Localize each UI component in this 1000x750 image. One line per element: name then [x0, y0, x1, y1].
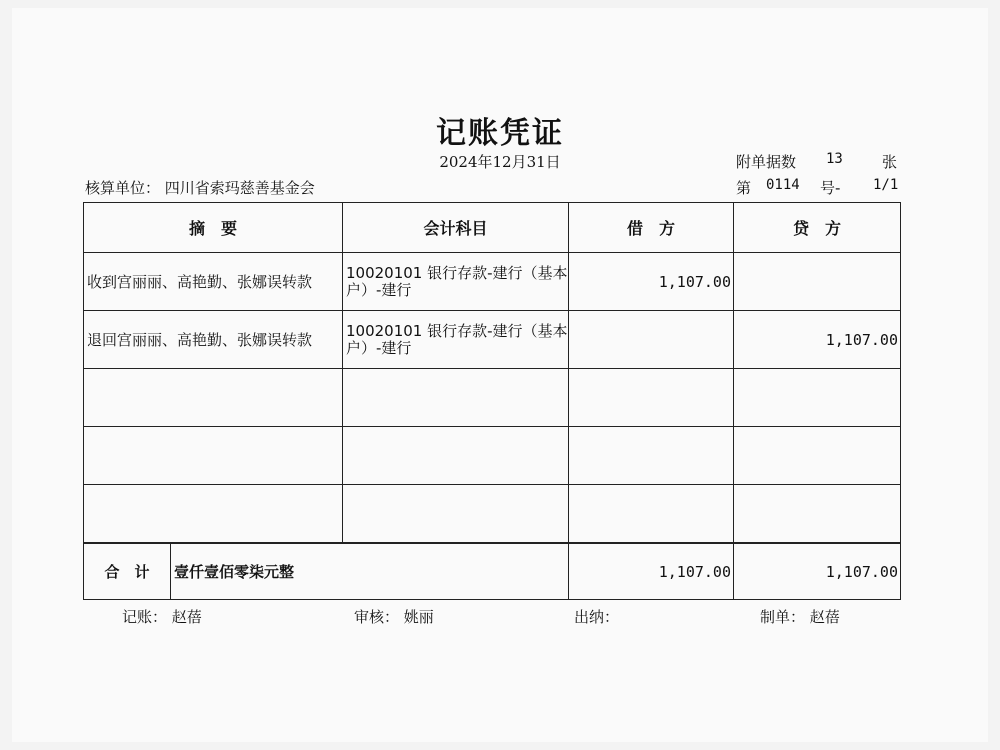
- reviewer-signature: [354, 606, 434, 627]
- voucher-number: 0114: [766, 177, 800, 193]
- reviewer-label: 审核：: [354, 608, 400, 626]
- attach-count: 13: [826, 151, 843, 167]
- bookkeeper-name: 赵蓓: [171, 608, 202, 626]
- total-credit: 1,107.00: [734, 543, 901, 600]
- row-credit: [734, 427, 901, 485]
- row-debit: 1,107.00: [569, 253, 734, 311]
- row-summary: 收到宫丽丽、高艳勤、张娜误转款: [84, 253, 343, 311]
- row-summary: [84, 427, 343, 485]
- row-debit: [569, 311, 734, 369]
- cashier-label: 出纳：: [574, 608, 620, 626]
- cashier-signature: [574, 606, 619, 627]
- row-summary: [84, 485, 343, 544]
- header-account: 会计科目: [343, 203, 569, 253]
- row-credit: 1,107.00: [734, 311, 901, 369]
- row-debit: [569, 427, 734, 485]
- row-credit: [734, 485, 901, 544]
- total-amount-words: 壹仟壹佰零柒元整: [174, 563, 295, 581]
- unit-label: 核算单位：: [85, 179, 161, 197]
- row-summary: 退回宫丽丽、高艳勤、张娜误转款: [84, 311, 343, 369]
- header-debit: 借 方: [569, 203, 734, 253]
- voucher-date: 2024年12月31日: [439, 153, 561, 171]
- table-row: [84, 427, 901, 485]
- row-credit: [734, 369, 901, 427]
- page-indicator: 1/1: [873, 177, 899, 193]
- voucher-table: [83, 202, 901, 600]
- total-debit: 1,107.00: [569, 543, 734, 600]
- table-row: [84, 253, 901, 311]
- row-debit: [569, 369, 734, 427]
- row-account: [343, 485, 569, 544]
- row-account: [343, 427, 569, 485]
- header-summary: 摘 要: [84, 203, 343, 253]
- reviewer-name: 姚丽: [403, 608, 434, 626]
- number-prefix: 第: [736, 179, 752, 197]
- voucher-title: 记账凭证: [436, 116, 564, 151]
- row-credit: [734, 253, 901, 311]
- total-row: [84, 543, 901, 600]
- table-header-row: [84, 203, 901, 253]
- preparer-name: 赵蓓: [809, 608, 840, 626]
- row-account: 10020101 银行存款-建行（基本户）-建行: [343, 311, 569, 369]
- header-credit: 贷 方: [734, 203, 901, 253]
- unit-name: 四川省索玛慈善基金会: [164, 179, 315, 197]
- accounting-unit: [85, 177, 315, 198]
- attach-unit: 张: [882, 153, 898, 171]
- table-row: [84, 311, 901, 369]
- total-cell: [84, 543, 569, 600]
- table-row: [84, 485, 901, 544]
- bookkeeper-signature: [122, 606, 202, 627]
- row-summary: [84, 369, 343, 427]
- table-row: [84, 369, 901, 427]
- row-account: 10020101 银行存款-建行（基本户）-建行: [343, 253, 569, 311]
- preparer-label: 制单：: [760, 608, 806, 626]
- preparer-signature: [760, 606, 840, 627]
- total-label: 合 计: [84, 544, 171, 599]
- row-account: [343, 369, 569, 427]
- bookkeeper-label: 记账：: [122, 608, 168, 626]
- number-suffix: 号-: [820, 179, 841, 197]
- attach-label: 附单据数: [736, 153, 797, 171]
- row-debit: [569, 485, 734, 544]
